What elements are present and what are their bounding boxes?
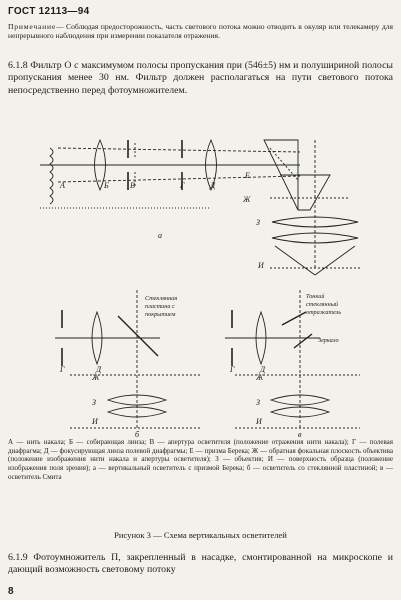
plate-note-line3: покрытием bbox=[145, 311, 176, 318]
mark-a: а bbox=[158, 231, 162, 240]
paragraph-text: Фотоумножитель П, закрепленный в насадке, смонтированной на микроскопе и дающий возможность световому потоку bbox=[8, 552, 393, 576]
ray-upper-a bbox=[58, 148, 300, 152]
note-text: — Соблюдая предосторожность, часть светового потока можно отводить в окуляр или телекамеру для непрерывного наблюдения при измерении показателя отражения. bbox=[8, 22, 393, 41]
paragraph-text: Фильтр О с максимумом полосы пропускания при (546±5) нм и полушириной полосы пропускания менее 30 нм. Фильтр должен располагаться на пути светового потока непосредственно перед фотоумножителем. bbox=[8, 60, 393, 96]
ray-lower-a bbox=[58, 176, 300, 182]
label-b-field-diaphragm: Г bbox=[60, 365, 65, 374]
label-a-prism: Е bbox=[245, 171, 250, 180]
label-a-focal-plane: Ж bbox=[243, 195, 251, 204]
label-a-field-diaphragm: Г bbox=[180, 181, 185, 190]
label-a-specimen: И bbox=[258, 261, 264, 270]
plate-note-line2: пластина с bbox=[145, 303, 175, 310]
label-a-filament: А bbox=[60, 181, 65, 190]
thin-reflector bbox=[282, 312, 306, 325]
mark-b: б bbox=[135, 430, 140, 439]
label-c-field-diaphragm: Г bbox=[230, 365, 235, 374]
reflector-note-line3: отражатель bbox=[306, 309, 342, 316]
label-a-objective: З bbox=[256, 218, 260, 227]
label-a-lens: Б bbox=[104, 181, 109, 190]
label-c-specimen: И bbox=[256, 417, 262, 426]
reflector-note-line2: стеклянный bbox=[306, 301, 338, 308]
paragraph-6-1-9 bbox=[8, 552, 393, 577]
mirror-note: Зеркало bbox=[318, 337, 339, 344]
label-a-focusing-lens: Д bbox=[210, 181, 216, 190]
plate-note-line1: Стеклянная bbox=[145, 295, 178, 302]
label-c-focal-plane: Ж bbox=[256, 373, 264, 382]
label-a-aperture: В bbox=[130, 181, 135, 190]
label-b-objective: З bbox=[92, 398, 96, 407]
label-b-focusing-lens: Д bbox=[96, 365, 102, 374]
paragraph-number: 6.1.8 bbox=[8, 60, 28, 71]
note-lead: Примечание bbox=[8, 22, 57, 31]
label-b-specimen: И bbox=[92, 417, 98, 426]
filament-coil bbox=[50, 148, 53, 204]
label-b-focal-plane: Ж bbox=[92, 373, 100, 382]
figure-caption: Рисунок 3 — Схема вертикальных осветителей bbox=[114, 530, 287, 540]
label-c-focusing-lens: Д bbox=[260, 365, 266, 374]
figure-legend: А — нить накала; Б — собирающая линза; В — апертура осветителя (положение отражения нити накала); Г — полевая диафрагма; Д — фокусирующая линза полевой диафрагмы; Е — призма Берека; Ж — обратная фокальная плоскость объектива (положение изображения нити накала и апертуры осветителя); З — объектив; И — поверхность образца (положение изображения поля зрения); а — вертикальный осветитель с призмой Берека; б — осветитель со стеклянной пластиной; в — осветитель Смита bbox=[8, 438, 393, 481]
standard-header: ГОСТ 12113—94 bbox=[8, 6, 90, 17]
label-c-objective: З bbox=[256, 398, 260, 407]
reflector-note-line1: Тонкий bbox=[306, 293, 325, 300]
page-number: 8 bbox=[8, 586, 14, 597]
paragraph-number: 6.1.9 bbox=[8, 552, 28, 563]
mirror bbox=[294, 334, 312, 348]
glass-plate bbox=[118, 316, 158, 356]
mark-c: в bbox=[298, 430, 302, 439]
